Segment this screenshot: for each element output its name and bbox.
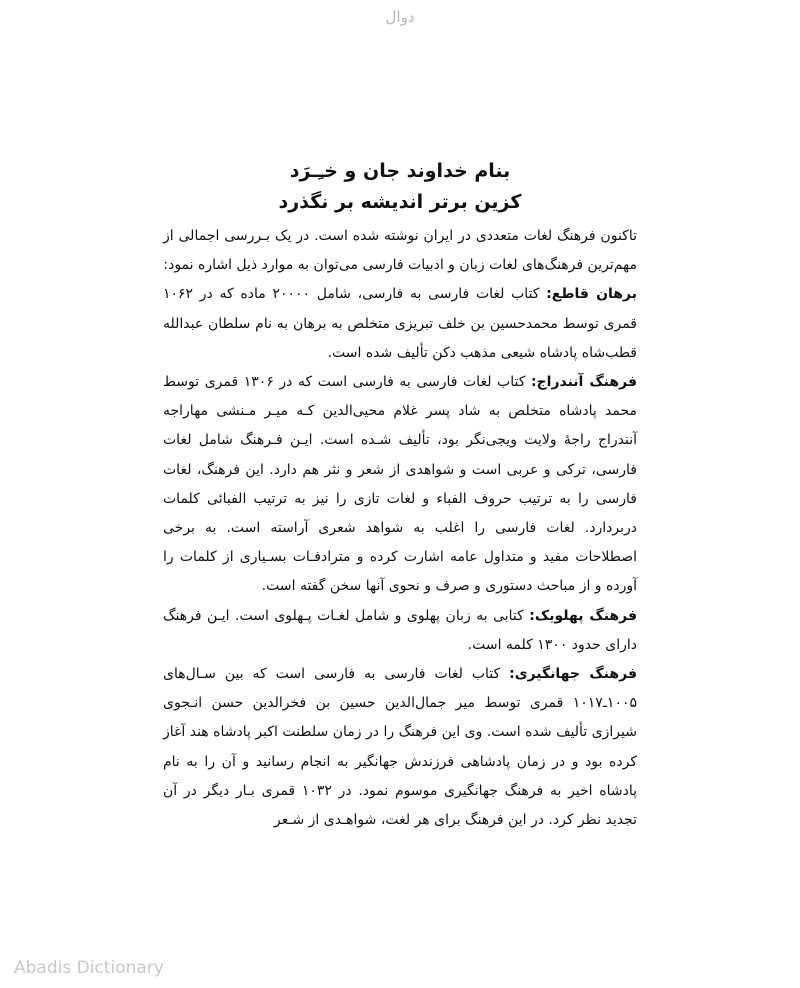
entry-text: کتاب لغات فارسی به فارسی است که در ۱۳۰۶ قمری توسط محمد پادشاه متخلص به شاد پسر غلام محیی‌الدین کـه میـر مـنشی مهاراجه آنندراج راجهٔ ولایت ویجی‌نگر بود، تألیف شـده است. ایـن فـرهنگ شامل لغات فارسی، ترکی و عربی است و شواهدی از شعر و نثر هم دارد. این فرهنگ، لغات فارسی را به ترتیب حروف الفباء و لغات تازی را نیز به ترتیب الفبائی کلمات دربردارد. لغات فارسی را اغلب به شواهد شعری آراسته است. به برخی اصطلاحات مفید و متداول عامه اشارت کرده و مترادفـات بسـیاری از کلمات را آورده و از مباحث دستوری و صرف و نحوی آنها سخن گفته است. <box>163 374 637 595</box>
entry-pahlavik <box>163 602 637 660</box>
entry-name: برهان قاطع: <box>546 286 637 303</box>
entry-burhan-qate <box>163 280 637 368</box>
intro-paragraph: تاکنون فرهنگ لغات متعددی در ایران نوشته شده است. در یک بـررسی اجمالی از مهم‌ترین فرهنگ‌های لغات زبان و ادبیات فارسی می‌توان به موارد ذیل اشاره نمود: <box>163 228 637 274</box>
entry-anandraj <box>163 368 637 602</box>
entry-text: کتاب لغات فارسی به فارسی، شامل ۲۰۰۰۰ ماده که در ۱۰۶۲ قمری توسط محمدحسین بن خلف تبریزی متخلص به برهان به نام سلطان عبدالله قطب‌شاه پادشاه شیعی مذهب دکن تألیف شده است. <box>163 286 637 361</box>
entry-name: فرهنگ جهانگیری: <box>509 666 637 683</box>
entry-text: کتابی به زبان پهلوی و شامل لغـات پـهلوی است. ایـن فرهنگ دارای حدود ۱۳۰۰ کلمه است. <box>163 607 637 653</box>
title-line-2: کزین برتر اندیشه بر نگذرد <box>278 191 522 213</box>
entry-name: فرهنگ آنندراج: <box>530 374 637 391</box>
title-line-1: بنام خداوند جان و خـِـرَد <box>289 160 511 182</box>
entry-name: فرهنگ پهلویک: <box>529 607 637 624</box>
document-page <box>163 156 637 835</box>
poem-title <box>163 156 637 218</box>
watermark: Abadis Dictionary <box>14 958 164 978</box>
header-word: دوال <box>385 8 415 26</box>
entry-jahangiri <box>163 660 637 835</box>
entry-text: کتاب لغات فارسی به فارسی است که بین سـال‌های ۱۰۰۵ـ۱۰۱۷ قمری توسط میر جمال‌الدین حسین بن فخرالدین حسن انـجوی شیرازی تألیف شده است. وی این فرهنگ را در زمان سلطنت اکبر پادشاه هند آغاز کرده بود و در زمان پادشاهی فرزندش جهانگیر به انجام رسانید و آن را به نام پادشاه اخیر به فرهنگ جهانگیری موسوم نمود. در ۱۰۳۲ قمری بـار دیگر در آن تجدید نظر کرد. در این فرهنگ برای هر لغت، شواهـدی از شـعر <box>163 666 638 829</box>
